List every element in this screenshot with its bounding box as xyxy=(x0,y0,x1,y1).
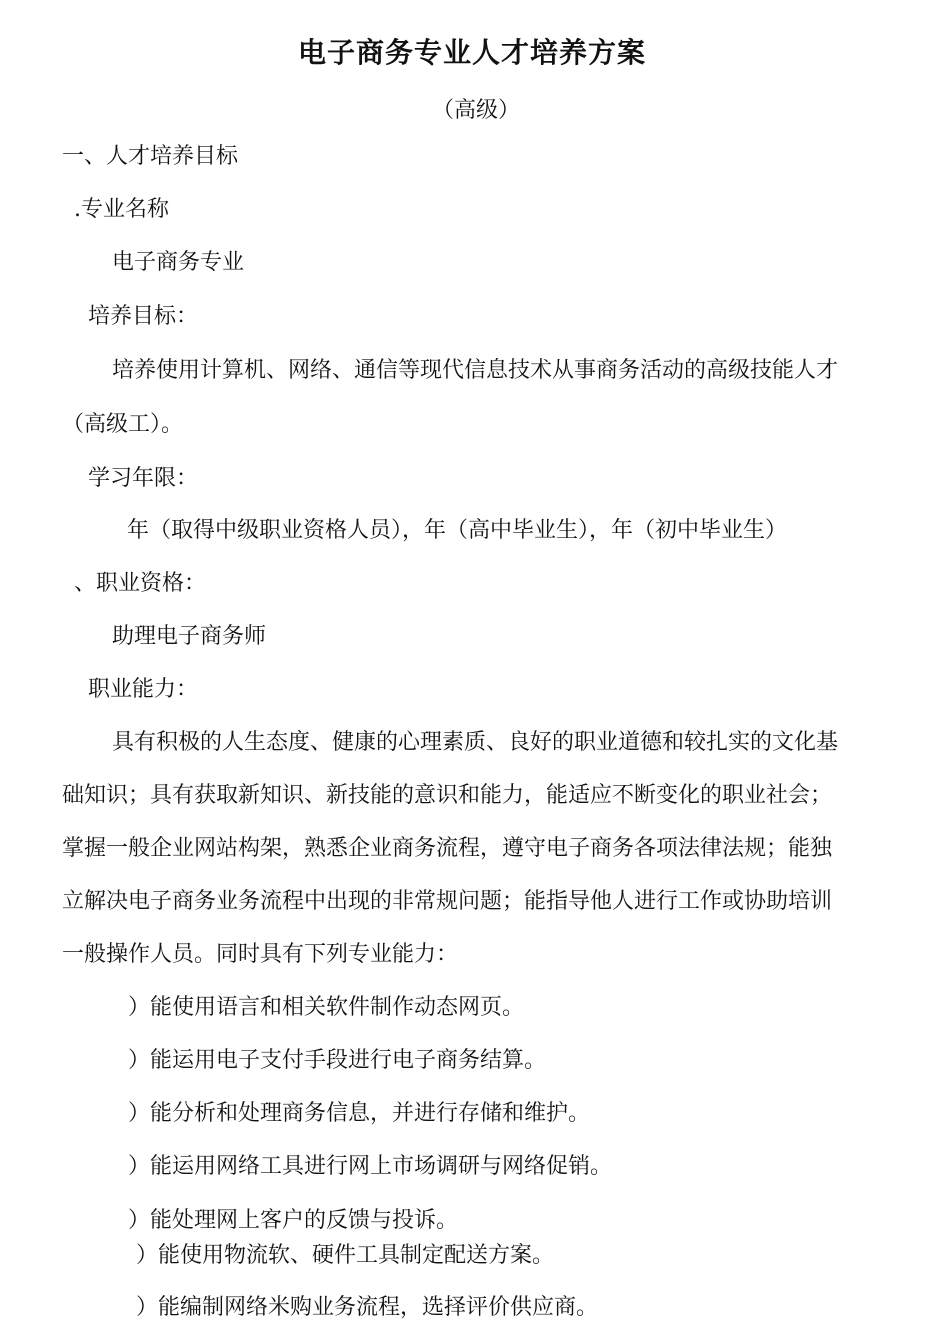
ability-list-item: ）能运用网络工具进行网上市场调研与网络促销。 xyxy=(128,1154,613,1179)
section-heading: 一、人才培养目标 xyxy=(62,144,239,169)
ability-paragraph-line: 具有积极的人生态度、健康的心理素质、良好的职业道德和较扎实的文化基 xyxy=(112,730,839,755)
qualification-label: 、职业资格： xyxy=(74,571,207,596)
ability-paragraph-line: 掌握一般企业网站构架，熟悉企业商务流程，遵守电子商务各项法律法规；能独 xyxy=(62,836,833,861)
goal-label: 培养目标： xyxy=(88,304,199,329)
major-name: 电子商务专业 xyxy=(112,250,245,275)
qualification: 助理电子商务师 xyxy=(112,624,267,649)
ability-label: 职业能力： xyxy=(88,677,199,702)
goal-text-line-2: （高级工）。 xyxy=(62,412,184,437)
ability-paragraph-line: 立解决电子商务业务流程中出现的非常规问题；能指导他人进行工作或协助培训 xyxy=(62,889,833,914)
document-subtitle: （高级） xyxy=(432,98,521,123)
ability-list-item: ）能处理网上客户的反馈与投诉。 xyxy=(128,1208,459,1233)
ability-paragraph-line: 础知识；具有获取新知识、新技能的意识和能力，能适应不断变化的职业社会； xyxy=(62,783,833,808)
major-name-label: .专业名称 xyxy=(74,197,169,222)
document-title: 电子商务专业人才培养方案 xyxy=(298,36,647,69)
ability-list-item: ）能使用物流软、硬件工具制定配送方案。 xyxy=(136,1243,555,1268)
duration-label: 学习年限： xyxy=(88,466,199,491)
ability-paragraph-line: 一般操作人员。同时具有下列专业能力： xyxy=(62,942,459,967)
ability-list-item: ）能编制网络米购业务流程，选择评价供应商。 xyxy=(136,1295,599,1320)
duration-text: 年（取得中级职业资格人员），年（高中毕业生），年（初中毕业生） xyxy=(127,518,788,543)
ability-list-item: ）能运用电子支付手段进行电子商务结算。 xyxy=(128,1048,547,1073)
ability-list-item: ）能使用语言和相关软件制作动态网页。 xyxy=(128,995,525,1020)
goal-text-line-1: 培养使用计算机、网络、通信等现代信息技术从事商务活动的高级技能人才 xyxy=(112,358,839,383)
ability-list-item: ）能分析和处理商务信息，并进行存储和维护。 xyxy=(128,1101,591,1126)
